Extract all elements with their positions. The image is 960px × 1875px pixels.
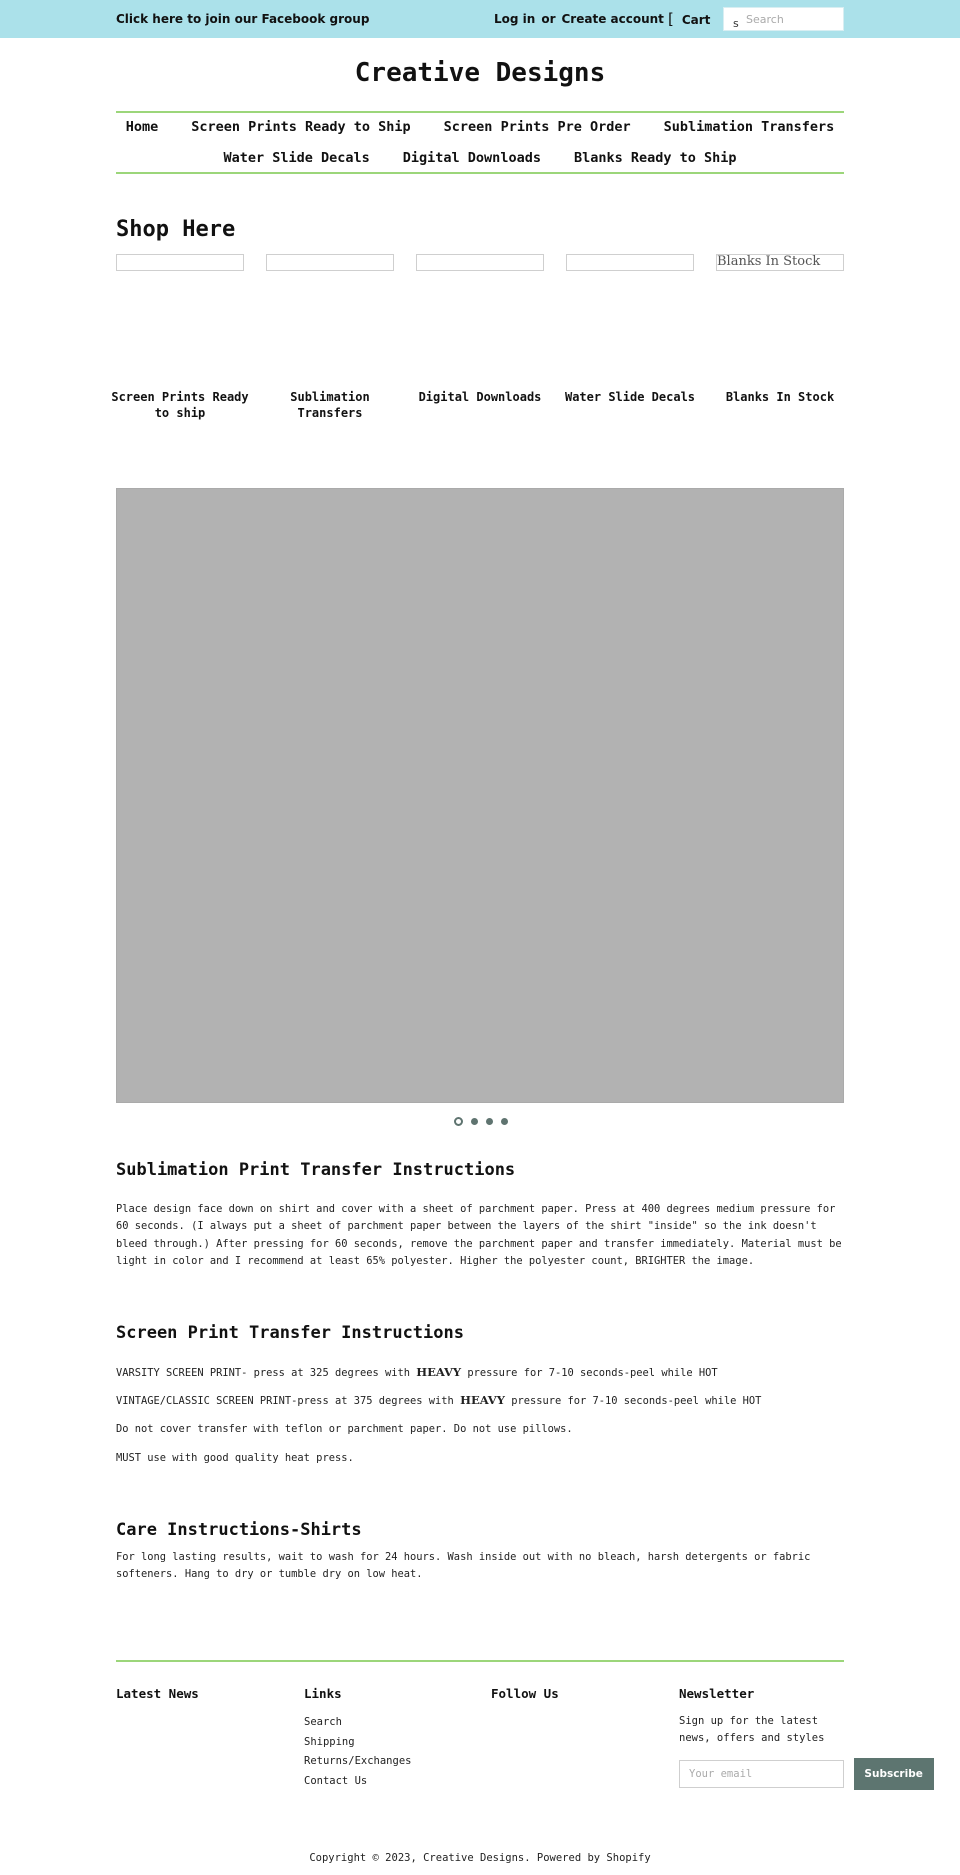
announcement-bar — [0, 0, 960, 38]
footer-link-search[interactable]: Search — [304, 1716, 342, 1728]
slide-dot[interactable] — [501, 1118, 508, 1125]
care-body: For long lasting results, wait to wash for 24 hours. Wash inside out with no bleach, harsh detergents or fabric softeners. Hang to dry or tumble dry on low heat. — [116, 1551, 811, 1581]
collection-image[interactable]: Blanks In Stock — [716, 254, 844, 271]
email-field[interactable] — [679, 1760, 844, 1788]
footer-link-shipping[interactable]: Shipping — [304, 1735, 355, 1748]
collection-card[interactable] — [416, 254, 544, 404]
search-box[interactable] — [723, 7, 844, 31]
screenprint-line — [116, 1392, 844, 1410]
collection-label[interactable]: Screen Prints Ready to ship — [111, 390, 249, 420]
footer-newsletter — [679, 1686, 934, 1790]
screenprint-title: Screen Print Transfer Instructions — [116, 1323, 464, 1343]
nav-row-2 — [116, 150, 844, 166]
collection-card[interactable] — [266, 254, 394, 420]
care-title: Care Instructions-Shirts — [116, 1520, 362, 1540]
site-logo[interactable]: Creative Designs — [354, 58, 606, 88]
nav-item-screen-prints-preorder[interactable]: Screen Prints Pre Order — [443, 119, 631, 135]
nav-item-screen-prints-ready[interactable]: Screen Prints Ready to Ship — [191, 119, 411, 135]
screenprint-line-text: VINTAGE/CLASSIC SCREEN PRINT-press at 375 degrees with — [116, 1395, 461, 1407]
footer-heading: Links — [304, 1686, 342, 1701]
cart-link[interactable] — [668, 10, 710, 28]
search-input[interactable] — [746, 10, 841, 28]
collection-label[interactable]: Digital Downloads — [418, 390, 542, 404]
screenprint-line: Do not cover transfer with teflon or parchment paper. Do not use pillows. — [116, 1423, 573, 1435]
heavy-emphasis: HEAVY — [460, 1393, 505, 1407]
collection-image[interactable] — [266, 254, 394, 271]
footer-divider — [116, 1660, 844, 1662]
collection-label[interactable]: Sublimation Transfers — [290, 390, 370, 420]
main-nav — [116, 111, 844, 174]
nav-item-water-slide-decals[interactable]: Water Slide Decals — [223, 150, 370, 166]
account-links — [494, 12, 664, 26]
screenprint-line-text: pressure for 7-10 seconds-peel while HOT — [461, 1367, 718, 1379]
nav-item-blanks-ready[interactable]: Blanks Ready to Ship — [573, 150, 737, 166]
subscribe-button[interactable]: Subscribe — [854, 1758, 934, 1790]
nav-item-sublimation-transfers[interactable]: Sublimation Transfers — [663, 119, 835, 135]
footer-link-contact[interactable]: Contact Us — [304, 1774, 368, 1787]
screenprint-line — [116, 1364, 844, 1382]
cart-icon: [ — [668, 10, 674, 28]
nav-item-digital-downloads[interactable]: Digital Downloads — [402, 150, 541, 166]
footer-heading: Newsletter — [679, 1686, 755, 1701]
slide-dot[interactable] — [454, 1117, 463, 1126]
screenprint-line-text: pressure for 7-10 seconds-peel while HOT — [504, 1395, 762, 1407]
footer-link-returns[interactable]: Returns/Exchanges — [304, 1755, 412, 1767]
or-text: or — [541, 12, 556, 26]
collection-card[interactable] — [564, 254, 696, 404]
collection-image[interactable] — [566, 254, 694, 271]
collection-label[interactable]: Blanks In Stock — [725, 390, 835, 404]
cart-label: Cart — [681, 13, 711, 27]
newsletter-text: Sign up for the latest news, offers and styles — [679, 1715, 825, 1744]
heavy-emphasis: HEAVY — [416, 1365, 462, 1379]
collection-label[interactable]: Water Slide Decals — [564, 390, 696, 404]
slide-dot[interactable] — [471, 1118, 478, 1125]
shop-title: Shop Here — [116, 217, 236, 242]
create-account-link[interactable]: Create account — [561, 12, 664, 26]
copyright: Copyright © 2023, Creative Designs. Powered by Shopify — [309, 1852, 651, 1864]
footer-latest-news — [116, 1686, 199, 1713]
login-link[interactable]: Log in — [494, 12, 536, 26]
screenprint-line-text: VARSITY SCREEN PRINT- press at 325 degrees with — [116, 1367, 417, 1379]
collection-image[interactable] — [116, 254, 244, 271]
slideshow-image[interactable] — [116, 488, 844, 1103]
footer-links — [304, 1686, 411, 1791]
nav-item-home[interactable]: Home — [125, 119, 159, 135]
sublimation-body: Place design face down on shirt and cover with a sheet of parchment paper. Press at 400 degrees medium pressure for 60 seconds. (I always put a sheet of parchment paper between the layers of the shirt "inside" so the ink doesn't bleed through.) After pressing for 60 seconds, remove the parchment paper and transfer immediately. Material must be light in color and I recommend at least 65% polyester. Higher the polyester count, BRIGHTER the image. — [116, 1203, 842, 1267]
slide-dot[interactable] — [486, 1118, 493, 1125]
collection-image[interactable] — [416, 254, 544, 271]
collection-card[interactable] — [716, 254, 844, 404]
footer-heading: Latest News — [116, 1686, 199, 1701]
facebook-group-link[interactable]: Click here to join our Facebook group — [116, 12, 370, 26]
collection-card[interactable] — [111, 254, 249, 420]
nav-row-1 — [116, 119, 844, 135]
sublimation-title: Sublimation Print Transfer Instructions — [116, 1160, 516, 1180]
search-icon[interactable]: s — [733, 17, 739, 30]
footer-heading: Follow Us — [491, 1686, 559, 1701]
screenprint-line: MUST use with good quality heat press. — [116, 1452, 354, 1464]
footer-follow-us — [491, 1686, 559, 1713]
